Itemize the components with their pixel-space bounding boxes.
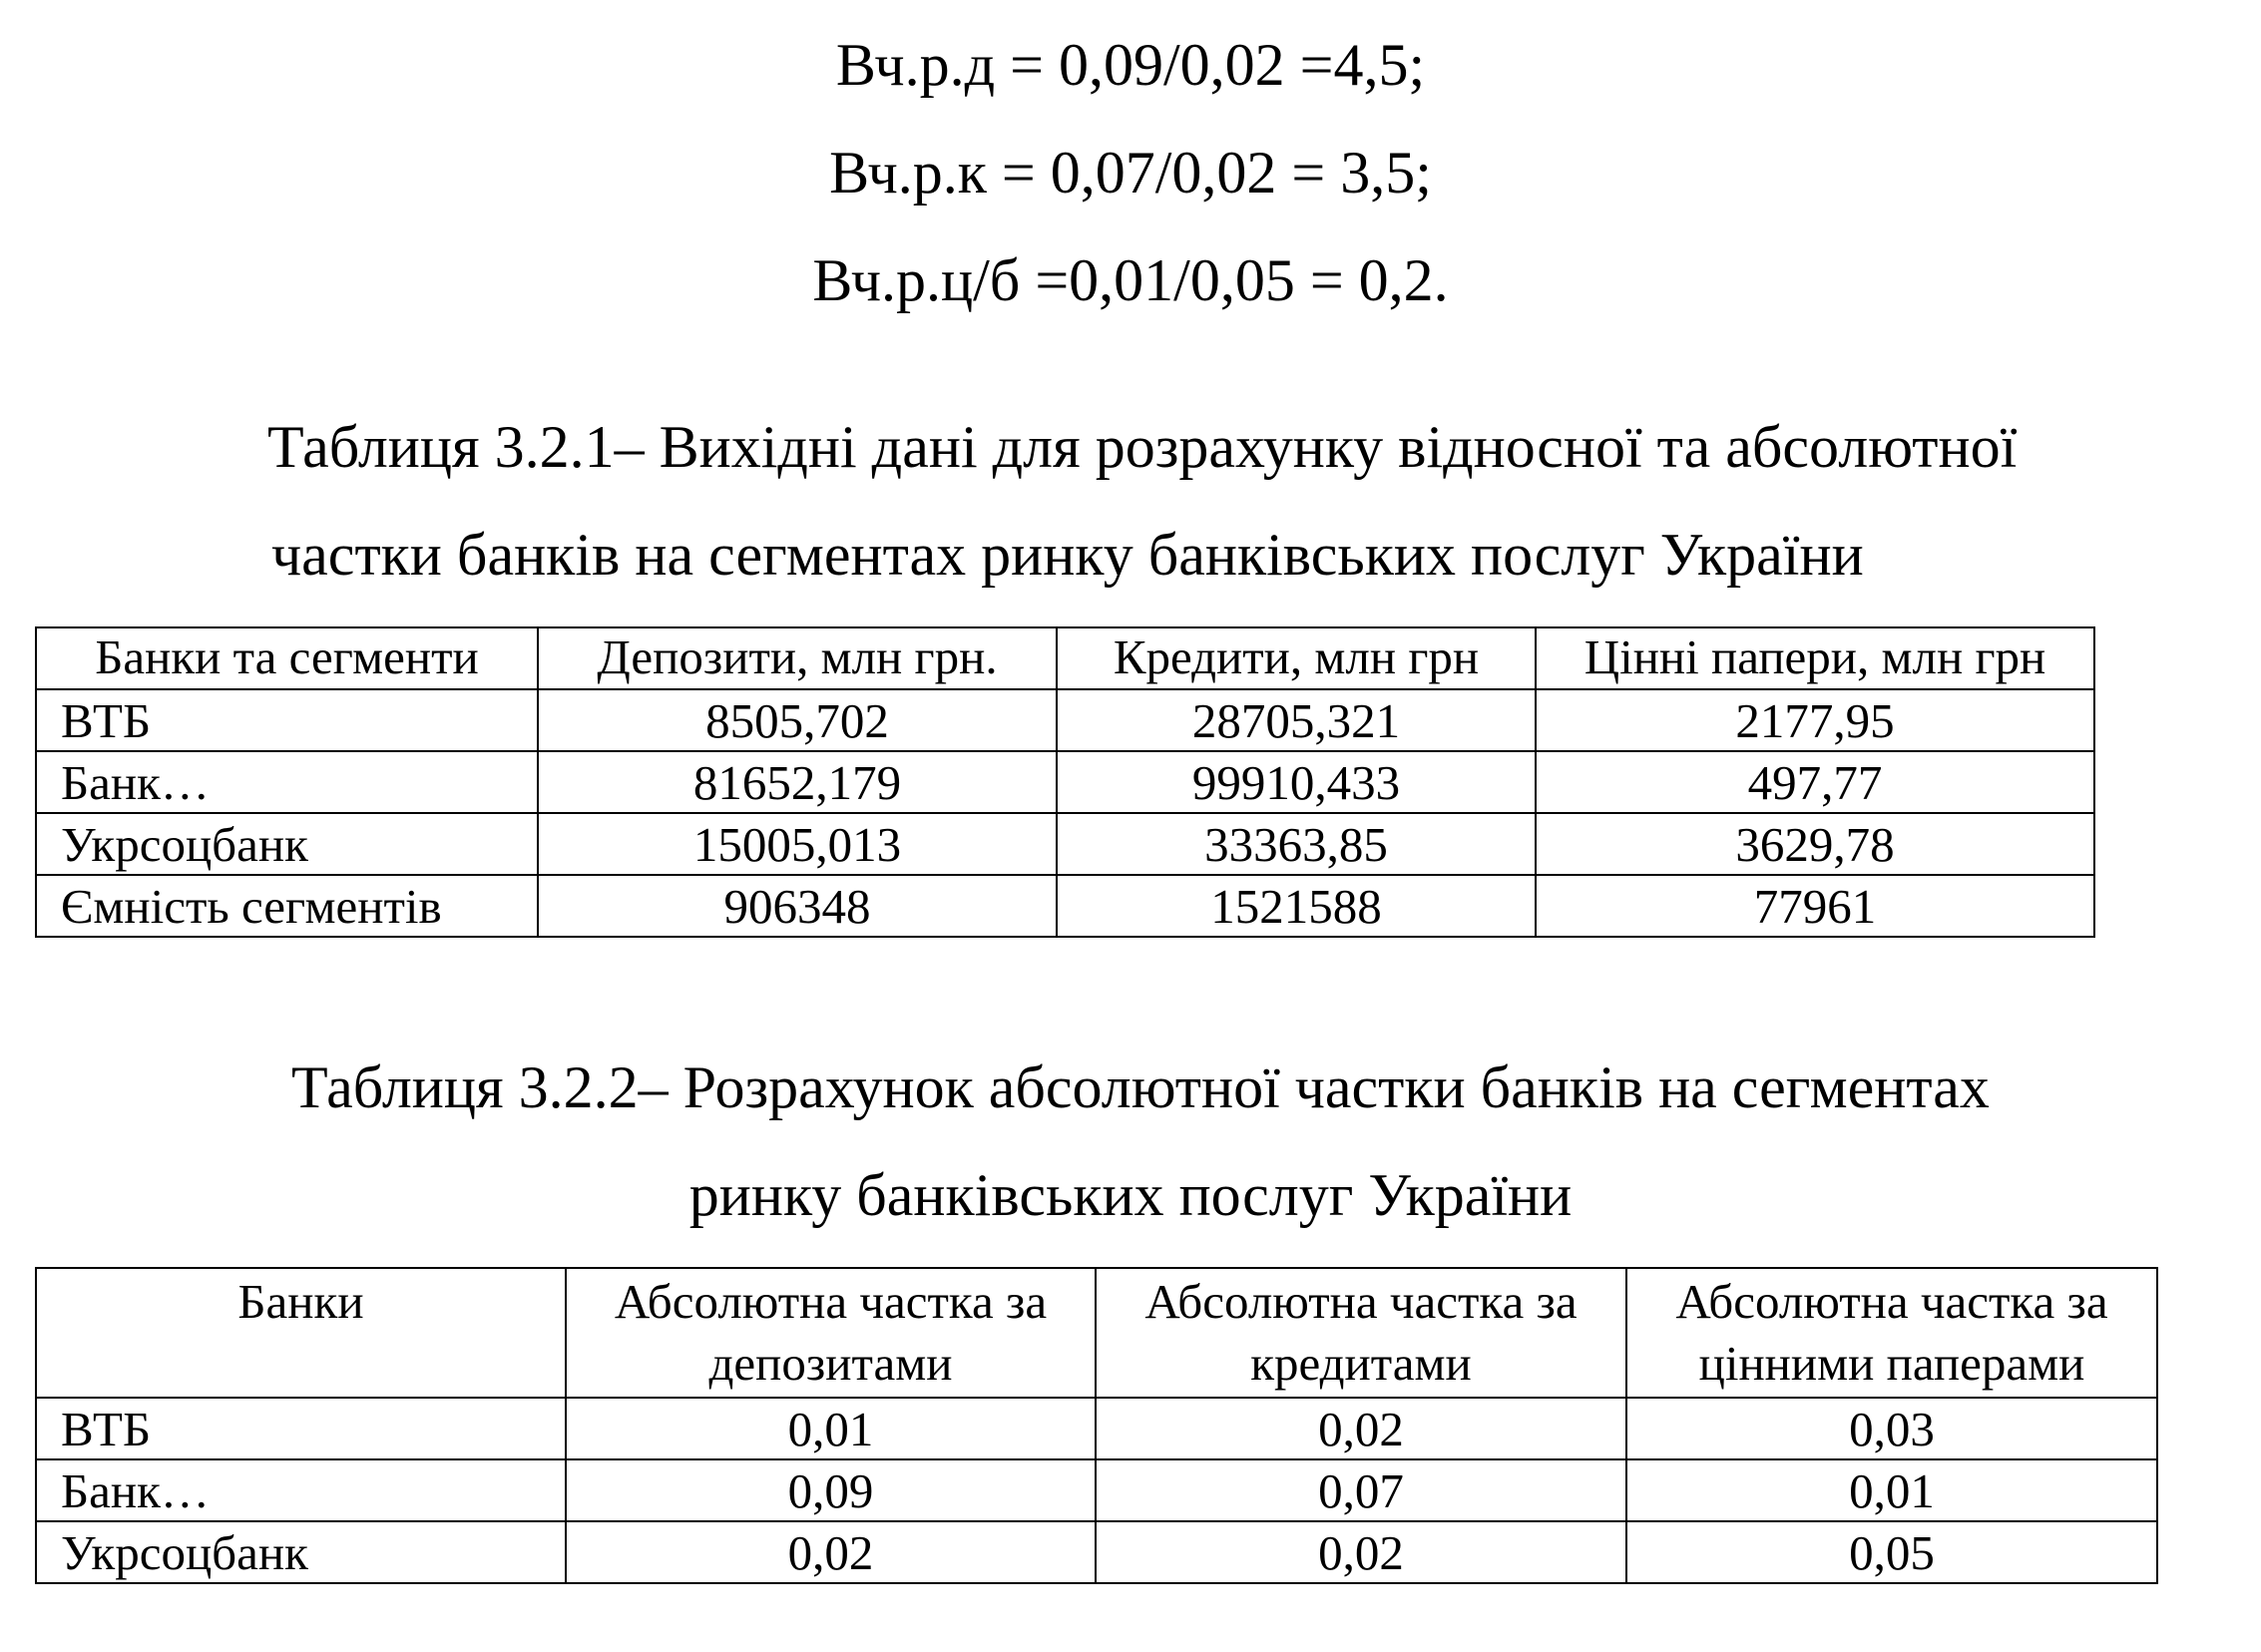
column-header: Цінні папери, млн грн (1536, 627, 2094, 689)
absolute-share-table (35, 1267, 2158, 1584)
table-header-row (36, 1268, 2157, 1398)
table-row (36, 1521, 2157, 1583)
formula-securities: Вч.р.ц/б =0,01/0,05 = 0,2. (812, 247, 1449, 313)
securities-value: 497,77 (1536, 751, 2094, 813)
source-data-table (35, 626, 2095, 938)
bank-name: Ємність сегментів (36, 875, 538, 937)
credits-share: 0,07 (1096, 1459, 1626, 1521)
bank-name: ВТБ (36, 689, 538, 751)
column-header: Абсолютна частка за цінними паперами (1626, 1268, 2157, 1398)
securities-value: 77961 (1536, 875, 2094, 937)
deposits-share: 0,09 (566, 1459, 1096, 1521)
column-header: Банки (36, 1268, 566, 1398)
table2-caption-line2: ринку банківських послуг України (688, 1162, 1573, 1228)
securities-share: 0,05 (1626, 1521, 2157, 1583)
column-header: Банки та сегменти (36, 627, 538, 689)
bank-name: Банк… (36, 751, 538, 813)
credits-share: 0,02 (1096, 1521, 1626, 1583)
bank-name: Укрсоцбанк (36, 813, 538, 875)
table2-caption-line1: Таблиця 3.2.2– Розрахунок абсолютної частки банків на сегментах (291, 1054, 1990, 1120)
column-header: Кредити, млн грн (1057, 627, 1536, 689)
table-row (36, 689, 2094, 751)
column-header: Депозити, млн грн. (538, 627, 1057, 689)
securities-share: 0,01 (1626, 1459, 2157, 1521)
deposits-value: 906348 (538, 875, 1057, 937)
credits-value: 28705,321 (1057, 689, 1536, 751)
securities-value: 3629,78 (1536, 813, 2094, 875)
table-row (36, 813, 2094, 875)
deposits-value: 81652,179 (538, 751, 1057, 813)
table-header-row (36, 627, 2094, 689)
formula-credits: Вч.р.к = 0,07/0,02 = 3,5; (829, 140, 1432, 206)
bank-name: Укрсоцбанк (36, 1521, 566, 1583)
column-header: Абсолютна частка за кредитами (1096, 1268, 1626, 1398)
formula-deposits: Вч.р.д = 0,09/0,02 =4,5; (835, 32, 1426, 98)
column-header: Абсолютна частка за депозитами (566, 1268, 1096, 1398)
bank-name: Банк… (36, 1459, 566, 1521)
securities-value: 2177,95 (1536, 689, 2094, 751)
deposits-value: 8505,702 (538, 689, 1057, 751)
deposits-value: 15005,013 (538, 813, 1057, 875)
deposits-share: 0,01 (566, 1398, 1096, 1459)
bank-name: ВТБ (36, 1398, 566, 1459)
credits-share: 0,02 (1096, 1398, 1626, 1459)
table-row (36, 1459, 2157, 1521)
credits-value: 33363,85 (1057, 813, 1536, 875)
deposits-share: 0,02 (566, 1521, 1096, 1583)
credits-value: 1521588 (1057, 875, 1536, 937)
table1-caption-line1: Таблиця 3.2.1– Вихідні дані для розрахунку відносної та абсолютної (267, 414, 2018, 480)
table-row (36, 1398, 2157, 1459)
table-row (36, 875, 2094, 937)
credits-value: 99910,433 (1057, 751, 1536, 813)
securities-share: 0,03 (1626, 1398, 2157, 1459)
table1-caption-line2: частки банків на сегментах ринку банківських послуг України (271, 522, 1864, 588)
table-row (36, 751, 2094, 813)
